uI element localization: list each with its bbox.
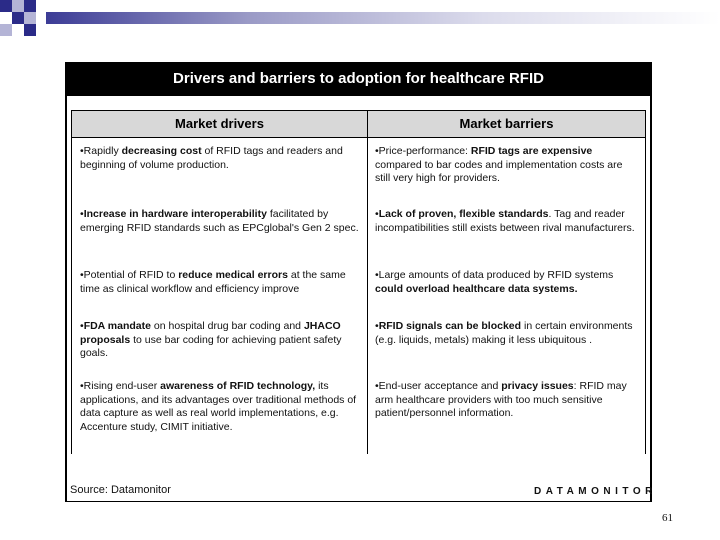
barrier-cell: •RFID signals can be blocked in certain environments (e.g. liquids, metals) making it less ubiquitous . [375,320,633,346]
table-title: Drivers and barriers to adoption for healthcare RFID [65,62,652,96]
header-market-barriers: Market barriers [367,110,646,138]
barrier-cell: •Large amounts of data produced by RFID systems could overload healthcare data systems. [375,269,614,295]
deco-square [24,12,36,24]
driver-cell: •Increase in hardware interoperability facilitated by emerging RFID standards such as EPCglobal's Gen 2 spec. [80,208,359,234]
emphasis-text: decreasing cost [121,145,202,157]
emphasis-text: FDA mandate [83,320,151,332]
barrier-cell: •Price-performance: RFID tags are expensive compared to bar codes and implementation costs are still very high for providers. [375,145,623,184]
driver-cell: •Rapidly decreasing cost of RFID tags and readers and beginning of volume production. [80,145,343,171]
header-market-drivers: Market drivers [71,110,368,138]
emphasis-text: RFID tags are expensive [470,145,593,157]
page-number: 61 [662,512,673,524]
driver-cell: •Rising end-user awareness of RFID technology, its applications, and its advantages over traditional methods of data capture as well as real world implementations, e.g. Accenture study, CIMIT initiative. [80,380,357,433]
deco-square [12,12,24,24]
deco-square [24,24,36,36]
datamonitor-logo: DATAMONITOR [534,486,657,497]
slide-decoration [0,0,720,35]
barrier-cell: •Lack of proven, flexible standards. Tag and reader incompatibilities still exists between rival manufacturers. [375,208,635,234]
emphasis-text: Increase in hardware interoperability [83,208,267,220]
emphasis-text: RFID signals can be blocked [378,320,522,332]
deco-square [0,24,12,36]
emphasis-text: Lack of proven, flexible standards [378,208,549,220]
emphasis-text: privacy issues [501,380,574,392]
table-divider [367,138,368,454]
barrier-cell: •End-user acceptance and privacy issues: RFID may arm healthcare providers with too much sensitive patient/personnel information. [375,380,627,419]
gradient-bar [46,12,720,24]
table-border-left [71,138,72,454]
deco-square [24,0,36,12]
source-note: Source: Datamonitor [70,484,171,496]
emphasis-text: reduce medical errors [178,269,288,281]
driver-cell: •Potential of RFID to reduce medical errors at the same time as clinical workflow and efficiency improve [80,269,346,295]
emphasis-text: awareness of RFID technology, [160,380,316,392]
emphasis-text: could overload healthcare data systems. [375,282,578,295]
deco-square [12,0,24,12]
deco-square [0,0,12,12]
driver-cell: •FDA mandate on hospital drug bar coding and JHACO proposals to use bar coding for achieving patient safety goals. [80,320,342,359]
table-border-right [645,138,646,454]
emphasis-text: JHACO proposals [80,320,341,346]
